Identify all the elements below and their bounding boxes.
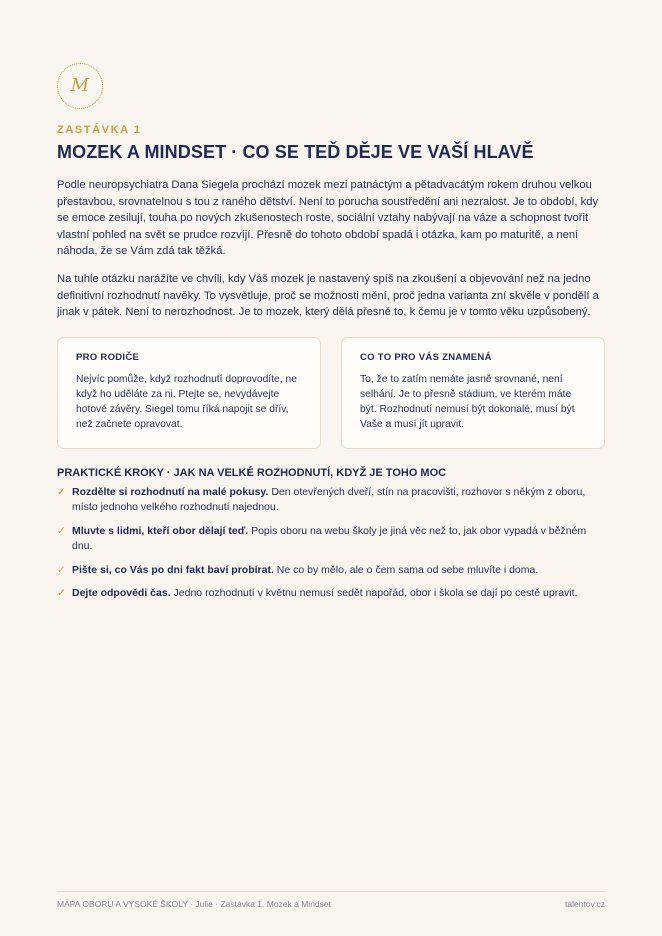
intro-paragraph-2: Na tuhle otázku narážíte ve chvíli, kdy Váš mozek je nastavený spíš na zkoušení a objevování než na jedno definitivní rozhodnutí navěky. To vysvětluje, proč se možnosti mění, proč jedna varianta zní skvěle v pondělí a jinak v pátek. Není to nerozhodnost. Je to mozek, který dělá přesně to, k čemu je v tomto věku uzpůsobený. (57, 273, 599, 319)
step-text: Den otevřených dveří, stín na pracovišti, rozhovor s někým z oboru, místo jednoho velkého rozhodnutí najednou. (72, 485, 586, 514)
footer-website: talentov.cz (564, 899, 605, 909)
step-heading: Rozdělte si rozhodnutí na malé pokusy. (72, 485, 269, 498)
info-cards (57, 337, 605, 449)
step-heading: Mluvte s lidmi, kteří obor dělají teď. (72, 524, 249, 537)
step-text: Jedno rozhodnutí v květnu nemusí sedět napořád, obor i škola se dají po cestě upravit. (170, 587, 578, 600)
step-heading: Pište si, co Vás po dni fakt baví probírat. (72, 563, 274, 576)
list-item (57, 485, 605, 516)
checkmark-icon: ✓ (57, 524, 66, 537)
card-text: To, že to zatím nemáte jasně srovnané, není selhání. Je to přesně stádium, ve kterém máte být. Rozhodnutí nemusí být dokonalé, musí být Vaše a musí jít upravit. (360, 373, 575, 430)
list-item (57, 586, 605, 602)
steps-section-title: PRAKTICKÉ KROKY · JAK NA VELKÉ ROZHODNUTÍ, KDYŽ JE TOHO MOC (57, 466, 447, 479)
logo-letter: M (70, 75, 90, 96)
footer-document-info: MAPA OBORU A VYSOKÉ ŠKOLY · Julie · Zastávka 1. Mozek a Mindset (57, 899, 331, 909)
list-item (57, 563, 605, 579)
card-meaning (341, 337, 605, 449)
step-text: Popis oboru na webu školy je jiná věc než to, jak obor vypadá v běžném dnu. (72, 524, 587, 553)
step-heading: Dejte odpovědi čas. (72, 587, 171, 600)
card-title: PRO RODIČE (76, 351, 140, 363)
card-parents (57, 337, 321, 449)
checkmark-icon: ✓ (57, 485, 66, 498)
checkmark-icon: ✓ (57, 587, 66, 600)
step-text: Ne co by mělo, ale o čem sama od sebe mluvíte i doma. (273, 563, 539, 576)
steps-list (57, 485, 605, 602)
stop-label: ZASTÁVKA 1 (57, 124, 142, 136)
logo-badge (57, 63, 103, 109)
card-text: Nejvíc pomůže, když rozhodnutí doprovodíte, ne když ho uděláte za ni. Ptejte se, nevydávejte hotové závěry. Siegel tomu říká napojit se dřív, než začnete opravovat. (76, 373, 297, 430)
page-title: MOZEK A MINDSET · CO SE TEĎ DĚJE VE VAŠÍ HLAVĚ (57, 142, 534, 162)
checkmark-icon: ✓ (57, 563, 66, 576)
page-footer (57, 891, 605, 909)
list-item (57, 524, 605, 555)
card-title: CO TO PRO VÁS ZNAMENÁ (360, 351, 492, 363)
document-page (57, 63, 605, 618)
intro-paragraph-1: Podle neuropsychiatra Dana Siegela prochází mozek mezi patnáctým a pětadvacátým rokem druhou velkou přestavbou, srovnatelnou s tou z raného dětství. Není to porucha soustředění ani nezralost. Je to období, kdy se emoce zesilují, touha po nových zkušenostech roste, sociální vztahy nabývají na váze a schopnost tvořit vlastní pohled na svět se prudce rozvíjí. Přesně do tohoto období spadá i otázka, kam po maturitě, a není náhoda, že se Vám zdá tak těžká. (57, 179, 599, 258)
